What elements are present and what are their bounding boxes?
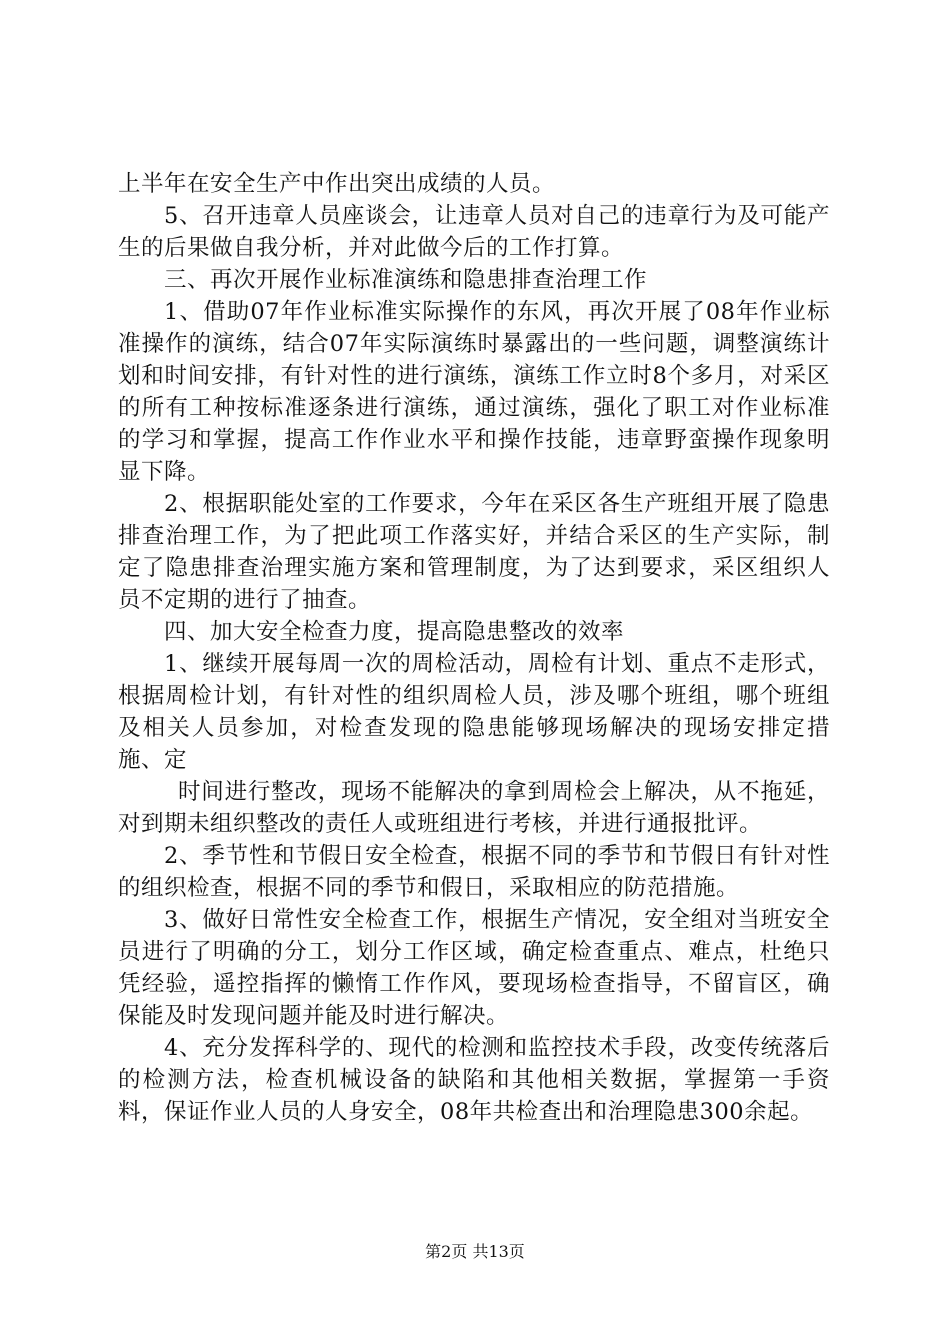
paragraph-item-4-monitoring: 4、充分发挥科学的、现代的检测和监控技术手段，改变传统落后的检测方法，检查机械设备的缺陷和其他相关数据，掌握第一手资料，保证作业人员的人身安全，08年共检查出和治理隐患300余起。 [118, 1035, 830, 1125]
paragraph-item-1: 1、借助07年作业标准实际操作的东风，再次开展了08年作业标准操作的演练，结合07年实际演练时暴露出的一些问题，调整演练计划和时间安排，有针对性的进行演练，演练工作立时8个多月，对采区的所有工种按标准逐条进行演练，通过演练，强化了职工对作业标准的学习和掌握，提高工作作业水平和操作技能，违章野蛮操作现象明显下降。 [118, 299, 830, 485]
paragraph-item-2-seasonal-check: 2、季节性和节假日安全检查，根据不同的季节和节假日有针对性的组织检查，根据不同的季节和假日，采取相应的防范措施。 [118, 843, 830, 901]
page-number-footer: 第2页 共13页 [425, 1242, 525, 1261]
paragraph-continuation: 上半年在安全生产中作出突出成绩的人员。 [118, 171, 556, 197]
paragraph-item-1-weekly-check: 1、继续开展每周一次的周检活动，周检有计划、重点不走形式，根据周检计划，有针对性的组织周检人员，涉及哪个班组，哪个班组及相关人员参加，对检查发现的隐患能够现场解决的现场安排定措施、定 [118, 651, 830, 773]
paragraph-item-2: 2、根据职能处室的工作要求，今年在采区各生产班组开展了隐患排查治理工作，为了把此项工作落实好，并结合采区的生产实际，制定了隐患排查治理实施方案和管理制度，为了达到要求，采区组织人员不定期的进行了抽查。 [118, 491, 830, 613]
paragraph-continuation-2: 时间进行整改，现场不能解决的拿到周检会上解决，从不拖延，对到期未组织整改的责任人或班组进行考核，并进行通报批评。 [118, 779, 830, 837]
paragraph-item-3-daily-check: 3、做好日常性安全检查工作，根据生产情况，安全组对当班安全员进行了明确的分工，划分工作区域，确定检查重点、难点，杜绝只凭经验，遥控指挥的懒惰工作作风，要现场检查指导，不留盲区，确保能及时发现问题并能及时进行解决。 [118, 907, 830, 1029]
section-heading-4: 四、加大安全检查力度，提高隐患整改的效率 [164, 619, 625, 645]
document-body [118, 168, 830, 1128]
paragraph-item-5: 5、召开违章人员座谈会，让违章人员对自己的违章行为及可能产生的后果做自我分析，并对此做今后的工作打算。 [118, 203, 830, 261]
section-heading-3: 三、再次开展作业标准演练和隐患排查治理工作 [164, 267, 648, 293]
